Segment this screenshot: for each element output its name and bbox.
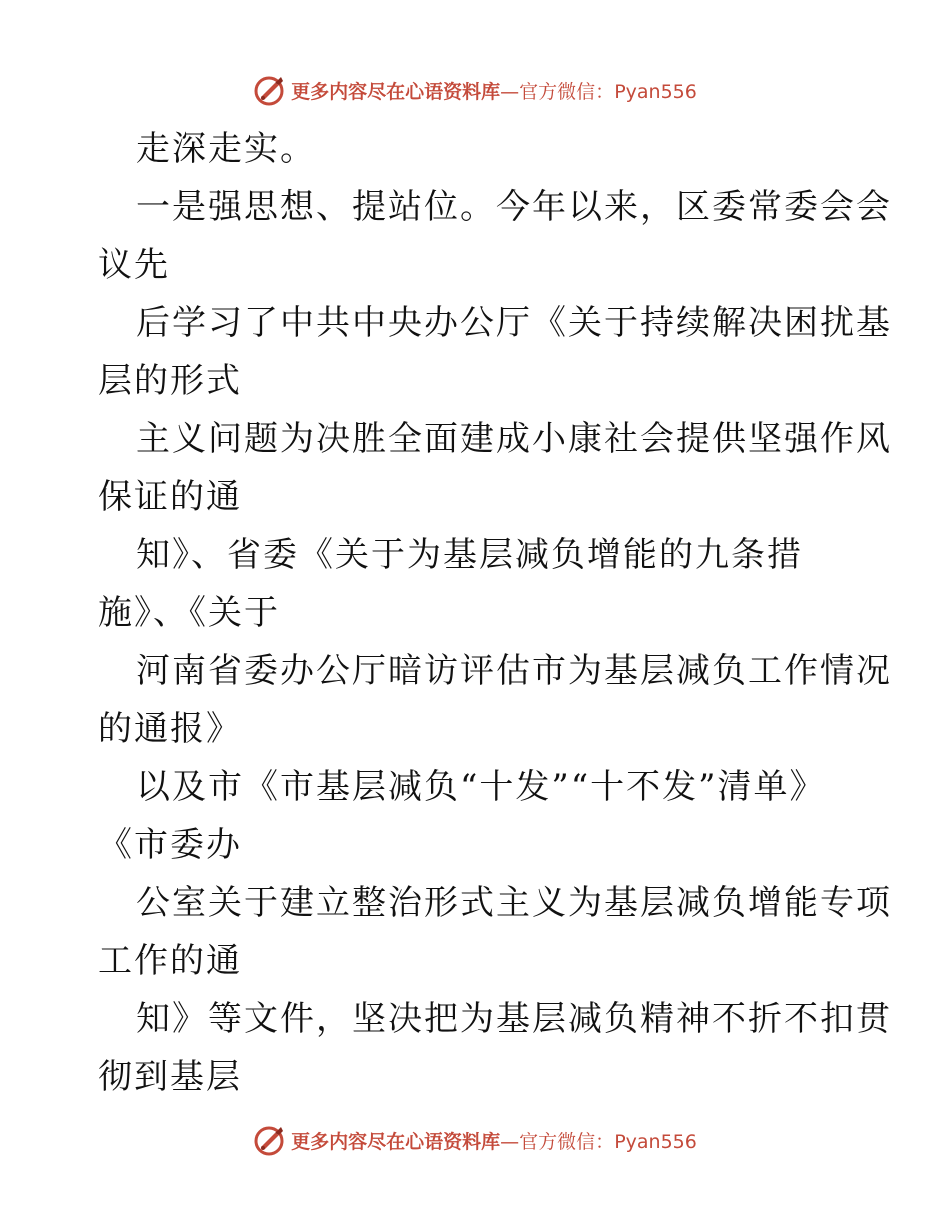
body-line: 河南省委办公厅暗访评估市为基层减负工作情况 <box>136 651 892 691</box>
body-line: 《市委办 <box>98 825 242 865</box>
pen-logo-icon <box>253 73 287 107</box>
body-line: 的通报》 <box>98 709 242 749</box>
watermark-main: 更多内容尽在心语资料库 <box>291 1130 501 1153</box>
watermark-separator: — <box>500 80 520 103</box>
body-line: 以及市《市基层减负“十发”“十不发”清单》 <box>136 767 826 807</box>
body-line: 一是强思想、提站位。今年以来，区委常委会会 <box>136 187 892 227</box>
body-line: 后学习了中共中央办公厅《关于持续解决困扰基 <box>136 303 892 343</box>
watermark-text <box>291 77 697 104</box>
body-line: 保证的通 <box>98 477 242 517</box>
watermark-separator: — <box>500 1130 520 1153</box>
watermark-handle: Pyan556 <box>614 1130 697 1153</box>
document-body <box>98 120 892 1106</box>
body-line: 主义问题为决胜全面建成小康社会提供坚强作风 <box>136 419 892 459</box>
pen-logo-icon <box>253 1123 287 1157</box>
watermark-official: 官方微信： <box>519 1130 615 1153</box>
watermark-text <box>291 1127 697 1154</box>
watermark-handle: Pyan556 <box>614 80 697 103</box>
body-line: 层的形式 <box>98 361 242 401</box>
watermark-official: 官方微信： <box>519 80 615 103</box>
body-line: 知》等文件，坚决把为基层减负精神不折不扣贯 <box>136 999 892 1039</box>
body-line: 施》、《关于 <box>98 593 280 633</box>
body-line: 知》、省委《关于为基层减负增能的九条措 <box>136 535 803 575</box>
header-watermark <box>0 70 950 110</box>
body-line: 议先 <box>98 245 170 285</box>
footer-watermark <box>0 1120 950 1160</box>
body-line: 公室关于建立整治形式主义为基层减负增能专项 <box>136 883 892 923</box>
body-line: 走深走实。 <box>136 129 316 169</box>
body-line: 彻到基层 <box>98 1057 242 1097</box>
body-line: 工作的通 <box>98 941 242 981</box>
watermark-main: 更多内容尽在心语资料库 <box>291 80 501 103</box>
